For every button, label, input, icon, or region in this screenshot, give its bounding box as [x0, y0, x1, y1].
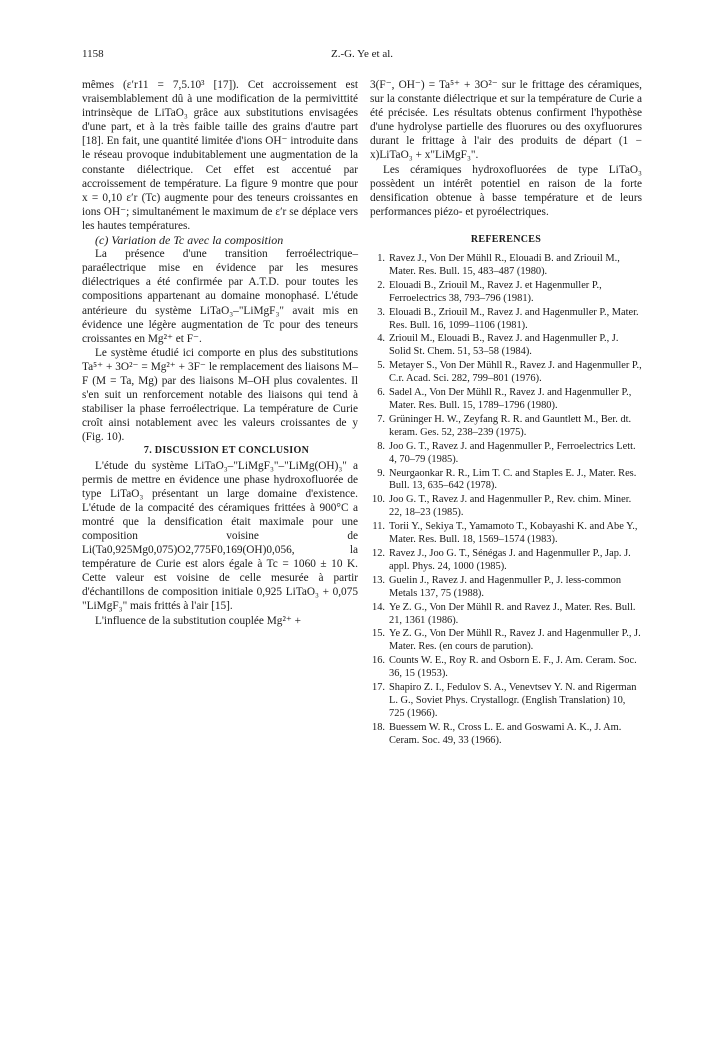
reference-item: [370, 494, 642, 520]
paragraph: L'influence de la substitution couplée Mg²⁺ +: [95, 614, 301, 627]
running-head: Z.-G. Ye et al.: [330, 48, 394, 60]
paragraph-continued: 3(F⁻, OH⁻) = Ta⁵⁺ + 3O²⁻ sur le frittage des céramiques, sur la constante diélectrique et sur la température de Curie a été précisée. Les résultats obtenus confirment l'hypothèse d'une hydrolyse partielle des fluorures ou des oxyfluorures durant le frittage à l'air des produits de départ (1 − x)LiTaO₃ + x"LiMgF₃".: [370, 79, 642, 162]
reference-item: [370, 441, 642, 467]
page-number: 1158: [82, 48, 104, 60]
reference-text: Ravez J., Von Der Mühll R., Elouadi B. and Zriouil M., Mater. Res. Bull. 15, 483–487 (1980).: [389, 253, 620, 277]
reference-number: 2.: [377, 279, 385, 291]
reference-text: Ravez J., Joo G. T., Sénégas J. and Hagenmuller P., Jap. J. appl. Phys. 24, 1000 (1985).: [389, 547, 631, 572]
reference-number: 14.: [372, 601, 385, 613]
reference-number: 15.: [372, 628, 385, 640]
reference-number: 1.: [377, 253, 385, 265]
reference-text: Joo G. T., Ravez J. and Hagenmuller P., Rev. chim. Miner. 22, 18–23 (1985).: [389, 494, 632, 519]
reference-item: [370, 468, 642, 494]
reference-text: Grüninger H. W., Zeyfang R. R. and Gauntlett M., Ber. dt. keram. Ges. 52, 238–239 (1975).: [389, 413, 632, 438]
reference-number: 10.: [372, 494, 385, 506]
section-heading-c: (c) Variation de Tc avec la composition: [95, 233, 284, 248]
paragraph: Les céramiques hydroxofluorées de type LiTaO₃ possèdent un intérêt potentiel en raison de la forte densification obtenue à basse température et de leurs performances piézo- et pyroélectriques.: [370, 163, 642, 218]
reference-text: Guelin J., Ravez J. and Hagenmuller P., J. less-common Metals 137, 75 (1988).: [389, 574, 622, 599]
left-column: [82, 78, 358, 628]
reference-item: [370, 360, 642, 386]
reference-list: [370, 253, 642, 748]
references-heading: REFERENCES: [470, 233, 542, 245]
reference-text: Ye Z. G., Von Der Mühll R., Ravez J. and Hagenmuller P., J. Mater. Res. (en cours de parution).: [389, 628, 641, 653]
reference-item: [370, 548, 642, 574]
reference-item: [370, 575, 642, 601]
reference-item: [370, 333, 642, 359]
reference-text: Sadel A., Von Der Mühll R., Ravez J. and Hagenmuller P., Mater. Res. Bull. 15, 1789–1796 (1980).: [389, 387, 632, 411]
reference-item: [370, 253, 642, 279]
reference-text: Counts W. E., Roy R. and Osborn E. F., J. Am. Ceram. Soc. 36, 15 (1953).: [389, 655, 637, 680]
reference-item: [370, 307, 642, 333]
reference-item: [370, 387, 642, 413]
paragraph: La présence d'une transition ferroélectrique–paraélectrique mise en évidence par les mesures diélectriques a été confirmée par A.T.D. pour toutes les compositions appartenant au domaine monophasé. L'étude antérieure du système LiTaO₃–"LiMgF₃" avait mis en évidence une légère augmentation de Tc pour des teneurs croissantes en Mg²⁺ et F⁻.: [82, 248, 358, 345]
paragraph: L'étude du système LiTaO₃–"LiMgF₃"–"LiMg(OH)₃" a permis de mettre en évidence une phase hydroxofluorée de type LiTaO₃ présentant un large domaine d'existence. L'étude de la compacité des céramiques frittées à 900°C a montré que la densification était maximale pour une composition voisine de Li(Ta0,925Mg0,075)O2,775F0,169(OH)0,056, la température de Curie est alors égale à Tc = 1060 ± 10 K. Cette valeur est voisine de celle mesurée à partir d'échantillons de composition initiale 0,925 LiTaO₃ + 0,075 "LiMgF₃" mais frittés à l'air [15].: [82, 459, 358, 613]
reference-text: Elouadi B., Zriouil M., Ravez J. et Hagenmuller P., Ferroelectrics 38, 793–796 (1981).: [389, 279, 602, 304]
page-header: [82, 48, 642, 64]
reference-item: [370, 655, 642, 681]
reference-number: 4.: [377, 333, 385, 345]
right-column: [370, 78, 642, 749]
reference-number: 8.: [377, 440, 385, 452]
reference-item: [370, 682, 642, 721]
reference-text: Shapiro Z. I., Fedulov S. A., Venevtsev Y. N. and Rigerman L. G., Soviet Phys. Crystallogr. (English Translation) 10, 725 (1966).: [389, 682, 637, 719]
reference-number: 7.: [377, 413, 385, 425]
paragraph-continued: mêmes (ε′r11 = 7,5.10³ [17]). Cet accroissement est vraisemblablement dû à une modification de la permivittité intrinsèque de LiTaO₃ grâce aux substitutions envisagées d'une part, et à la très faible taille des grains d'autre part [18]. En fait, une quantité limitée d'ions OH⁻ introduite dans le réseau provoque indubitablement une augmentation de la constante diélectrique. Cet effet est accentué par accroissement de température. La figure 9 montre que pour x = 0,10 ε′r (Tc) augmente pour des teneurs croissantes en ions OH⁻; simultanément le maximum de ε′r se déplace vers les hautes températures.: [82, 79, 358, 232]
reference-text: Elouadi B., Zriouil M., Ravez J. and Hagenmuller P., Mater. Res. Bull. 16, 1099–1106 (1981).: [389, 306, 639, 331]
reference-text: Buessem W. R., Cross L. E. and Goswami A. K., J. Am. Ceram. Soc. 49, 33 (1966).: [389, 721, 622, 746]
reference-number: 16.: [372, 655, 385, 667]
reference-number: 5.: [377, 360, 385, 372]
reference-item: [370, 722, 642, 748]
reference-number: 13.: [372, 574, 385, 586]
reference-number: 12.: [372, 547, 385, 559]
reference-text: Ye Z. G., Von Der Mühll R. and Ravez J., Mater. Res. Bull. 21, 1361 (1986).: [389, 601, 636, 626]
section-heading-discussion: 7. DISCUSSION ET CONCLUSION: [143, 445, 310, 457]
reference-number: 6.: [377, 387, 385, 399]
reference-number: 17.: [372, 682, 385, 694]
paragraph: Le système étudié ici comporte en plus des substitutions Ta⁵⁺ + 3O²⁻ = Mg²⁺ + 3F⁻ le remplacement des liaisons M–F (M = Ta, Mg) par des liaisons M–OH plus covalentes. Il s'en suit un renforcement notable des liaisons qui tend à stabiliser la phase ferroélectrique. La température de Curie croît ainsi notablement avec les valeurs croissantes de y (Fig. 10).: [82, 346, 358, 444]
reference-item: [370, 602, 642, 628]
reference-text: Metayer S., Von Der Mühll R., Ravez J. and Hagenmuller P., C.r. Acad. Sci. 282, 799–801 (1976).: [389, 360, 642, 385]
reference-number: 9.: [377, 467, 385, 479]
reference-item: [370, 414, 642, 440]
reference-item: [370, 280, 642, 306]
reference-text: Joo G. T., Ravez J. and Hagenmuller P., Ferroelectrics Lett. 4, 70–79 (1985).: [389, 440, 636, 465]
reference-text: Neurgaonkar R. R., Lim T. C. and Staples E. J., Mater. Res. Bull. 13, 635–642 (1978).: [389, 467, 637, 492]
reference-number: 18.: [372, 721, 385, 733]
reference-number: 11.: [372, 521, 385, 533]
reference-number: 3.: [377, 306, 385, 318]
reference-item: [370, 628, 642, 654]
reference-text: Torii Y., Sekiya T., Yamamoto T., Kobayashi K. and Abe Y., Mater. Res. Bull. 18, 1569–1574 (1983).: [389, 521, 638, 546]
reference-text: Zriouil M., Elouadi B., Ravez J. and Hagenmuller P., J. Solid St. Chem. 51, 53–58 (1984).: [389, 333, 619, 358]
reference-item: [370, 521, 642, 547]
